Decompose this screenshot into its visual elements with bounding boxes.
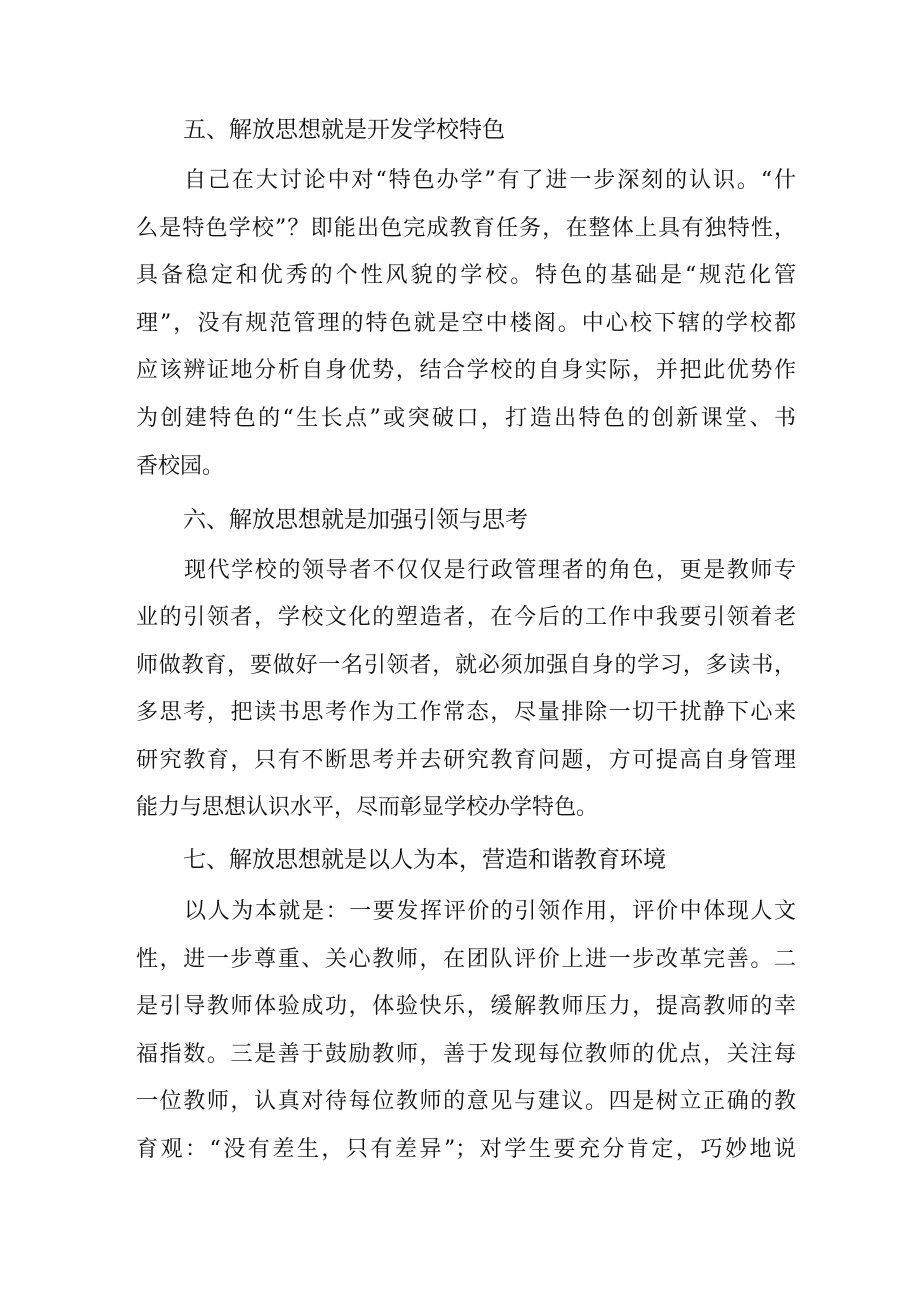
- paragraph-line: 育观：“没有差生，只有差异”；对学生要充分肯定，巧妙地说: [136, 1137, 796, 1162]
- paragraph-line: 一位教师，认真对待每位教师的意见与建议。四是树立正确的教: [136, 1089, 796, 1114]
- paragraph-line: 是引导教师体验成功，体验快乐，缓解教师压力，提高教师的幸: [136, 994, 796, 1019]
- paragraph-line: 多思考，把读书思考作为工作常态，尽量排除一切干扰静下心来: [136, 700, 796, 725]
- paragraph-line: 师做教育，要做好一名引领者，就必须加强自身的学习，多读书，: [136, 653, 796, 678]
- paragraph-line: 应该辨证地分析自身优势，结合学校的自身实际，并把此优势作: [136, 358, 796, 383]
- paragraph-line: 自己在大讨论中对“特色办学”有了进一步深刻的认识。“什: [184, 168, 796, 193]
- paragraph-line: 性，进一步尊重、关心教师，在团队评价上进一步改革完善。二: [136, 947, 796, 972]
- paragraph-line: 福指数。三是善于鼓励教师，善于发现每位教师的优点，关注每: [136, 1042, 796, 1067]
- section-heading-5: 五、解放思想就是开发学校特色: [183, 117, 505, 143]
- paragraph-line: 为创建特色的“生长点”或突破口，打造出特色的创新课堂、书: [136, 406, 796, 431]
- paragraph-line: 业的引领者，学校文化的塑造者，在今后的工作中我要引领着老: [136, 605, 796, 630]
- paragraph-line: 具备稳定和优秀的个性风貌的学校。特色的基础是“规范化管: [136, 263, 796, 288]
- paragraph-line: 能力与思想认识水平，尽而彰显学校办学特色。: [136, 795, 599, 820]
- paragraph-line: 么是特色学校”？即能出色完成教育任务，在整体上具有独特性，: [136, 216, 796, 241]
- paragraph-line: 香校园。: [136, 454, 225, 479]
- paragraph-line: 现代学校的领导者不仅仅是行政管理者的角色，更是教师专: [184, 558, 796, 583]
- paragraph-line: 以人为本就是：一要发挥评价的引领作用，评价中体现人文: [184, 899, 796, 924]
- paragraph-line: 理”，没有规范管理的特色就是空中楼阁。中心校下辖的学校都: [136, 311, 796, 336]
- section-heading-7: 七、解放思想就是以人为本，营造和谐教育环境: [183, 847, 666, 873]
- section-heading-6: 六、解放思想就是加强引领与思考: [183, 507, 528, 533]
- paragraph-line: 研究教育，只有不断思考并去研究教育问题，方可提高自身管理: [136, 748, 796, 773]
